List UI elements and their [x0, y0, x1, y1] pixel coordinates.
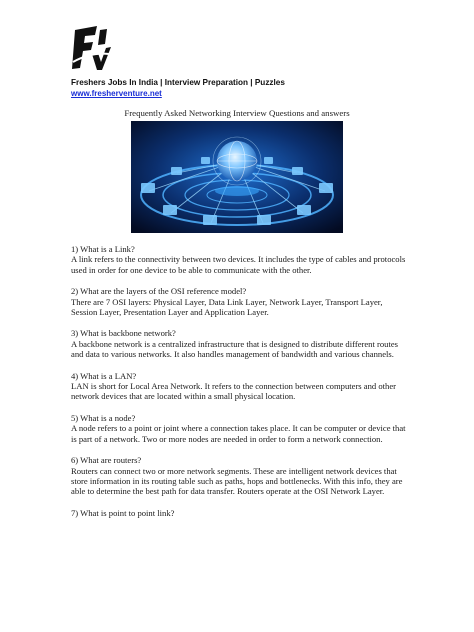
document-title: Frequently Asked Networking Interview Questions and answers: [124, 108, 350, 118]
answer: There are 7 OSI layers: Physical Layer, Data Link Layer, Network Layer, Transport Layer, Session Layer, Presentation Layer and Application Layer.: [71, 296, 383, 318]
qa-item: [71, 455, 407, 497]
fresherventure-logo: [71, 24, 111, 72]
question: 1) What is a Link?: [71, 244, 135, 254]
qa-item: [71, 286, 407, 317]
qa-item: [71, 244, 407, 275]
qa-item: [71, 328, 407, 359]
network-illustration: [131, 121, 343, 233]
qa-item: [71, 371, 407, 402]
answer: Routers can connect two or more network segments. These are intelligent network devices that store information in its routing table such as paths, hops and bottlenecks. With this info, they are able to determine the best path for data transfer. Routers operate at the OSI Network Layer.: [71, 465, 403, 497]
brand-tagline: Freshers Jobs In India | Interview Preparation | Puzzles: [71, 78, 285, 87]
question: 3) What is backbone network?: [71, 328, 176, 339]
answer: A backbone network is a centralized infrastructure that is designed to distribute different routes and data to various networks. It also handles management of bandwidth and various channels.: [71, 338, 399, 360]
answer: A node refers to a point or joint where a connection takes place. It can be computer or device that is part of a network. Two or more nodes are needed in order to form a network connection.: [71, 423, 406, 444]
question: 4) What is a LAN?: [71, 370, 137, 381]
question: 7) What is point to point link?: [71, 507, 175, 518]
site-link[interactable]: www.fresherventure.net: [71, 89, 162, 98]
qa-item: [71, 508, 407, 518]
question: 6) What are routers?: [71, 455, 142, 466]
answer: A link refers to the connectivity between two devices. It includes the type of cables and protocols used in order for one device to be able to communicate with the other.: [71, 254, 406, 275]
answer: LAN is short for Local Area Network. It refers to the connection between computers and other network devices that are located within a small physical location.: [71, 381, 397, 402]
qa-item: [71, 413, 407, 444]
question: 2) What are the layers of the OSI reference model?: [71, 286, 247, 297]
qa-list: [71, 244, 407, 529]
question: 5) What is a node?: [71, 412, 136, 423]
